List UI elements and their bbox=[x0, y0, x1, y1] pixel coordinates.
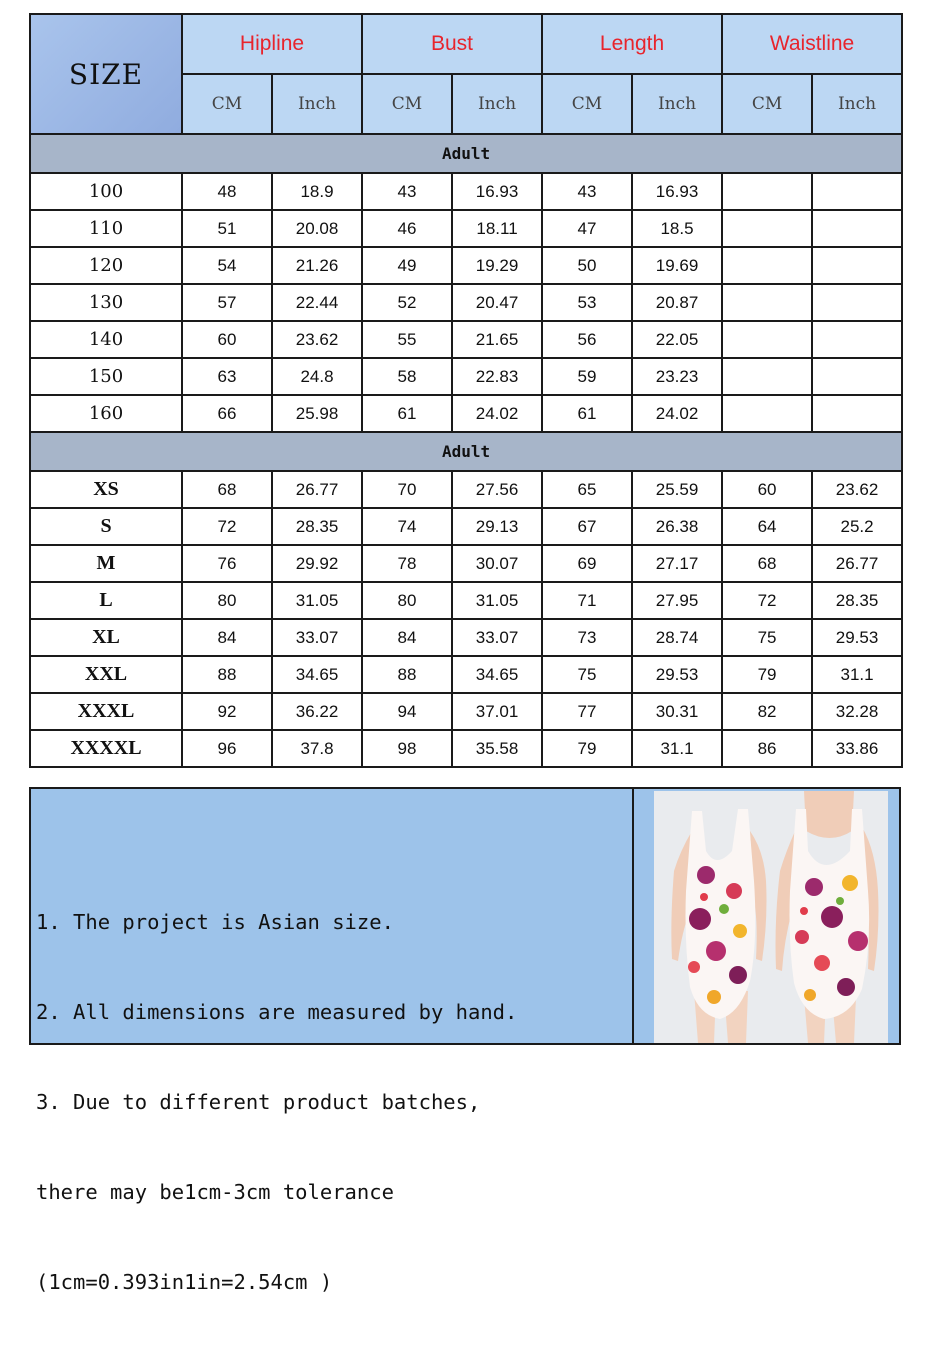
value-cell: 72 bbox=[182, 508, 272, 545]
value-cell: 80 bbox=[362, 582, 452, 619]
table-row bbox=[30, 321, 902, 358]
value-cell bbox=[722, 210, 812, 247]
value-cell: 29.92 bbox=[272, 545, 362, 582]
value-cell: 31.1 bbox=[812, 656, 902, 693]
value-cell: 98 bbox=[362, 730, 452, 767]
table-row bbox=[30, 656, 902, 693]
value-cell: 55 bbox=[362, 321, 452, 358]
value-cell: 23.23 bbox=[632, 358, 722, 395]
size-cell: XS bbox=[30, 471, 182, 508]
size-cell: XL bbox=[30, 619, 182, 656]
bust-header: Bust bbox=[362, 14, 542, 74]
value-cell: 59 bbox=[542, 358, 632, 395]
value-cell: 50 bbox=[542, 247, 632, 284]
value-cell: 30.07 bbox=[452, 545, 542, 582]
table-row bbox=[30, 471, 902, 508]
size-cell: 110 bbox=[30, 210, 182, 247]
value-cell bbox=[722, 358, 812, 395]
value-cell: 86 bbox=[722, 730, 812, 767]
value-cell: 51 bbox=[182, 210, 272, 247]
table-row bbox=[30, 210, 902, 247]
value-cell bbox=[812, 358, 902, 395]
value-cell: 25.98 bbox=[272, 395, 362, 432]
size-cell: S bbox=[30, 508, 182, 545]
table-row bbox=[30, 508, 902, 545]
product-photo-frame bbox=[632, 787, 901, 1045]
notes-text bbox=[36, 847, 517, 1357]
size-cell: 130 bbox=[30, 284, 182, 321]
value-cell: 57 bbox=[182, 284, 272, 321]
unit-header: Inch bbox=[452, 74, 542, 134]
value-cell: 28.35 bbox=[812, 582, 902, 619]
value-cell: 26.77 bbox=[272, 471, 362, 508]
size-cell: M bbox=[30, 545, 182, 582]
value-cell: 82 bbox=[722, 693, 812, 730]
value-cell: 18.5 bbox=[632, 210, 722, 247]
value-cell: 23.62 bbox=[812, 471, 902, 508]
note-line: there may be1cm-3cm tolerance bbox=[36, 1180, 394, 1204]
value-cell: 33.07 bbox=[272, 619, 362, 656]
unit-header: CM bbox=[182, 74, 272, 134]
hipline-header: Hipline bbox=[182, 14, 362, 74]
value-cell: 20.47 bbox=[452, 284, 542, 321]
value-cell: 26.77 bbox=[812, 545, 902, 582]
value-cell: 32.28 bbox=[812, 693, 902, 730]
value-cell: 18.9 bbox=[272, 173, 362, 210]
value-cell: 75 bbox=[722, 619, 812, 656]
section-row bbox=[30, 432, 902, 471]
table-row bbox=[30, 545, 902, 582]
value-cell: 79 bbox=[722, 656, 812, 693]
size-cell: XXXL bbox=[30, 693, 182, 730]
unit-header: CM bbox=[362, 74, 452, 134]
value-cell: 20.87 bbox=[632, 284, 722, 321]
table-row bbox=[30, 173, 902, 210]
value-cell: 28.74 bbox=[632, 619, 722, 656]
value-cell: 27.56 bbox=[452, 471, 542, 508]
size-cell: XXL bbox=[30, 656, 182, 693]
table-row bbox=[30, 582, 902, 619]
value-cell: 33.07 bbox=[452, 619, 542, 656]
value-cell: 65 bbox=[542, 471, 632, 508]
length-header: Length bbox=[542, 14, 722, 74]
value-cell: 92 bbox=[182, 693, 272, 730]
value-cell: 96 bbox=[182, 730, 272, 767]
value-cell: 22.83 bbox=[452, 358, 542, 395]
note-line: (1cm=0.393in1in=2.54cm ) bbox=[36, 1270, 333, 1294]
value-cell: 46 bbox=[362, 210, 452, 247]
section-label: Adult bbox=[30, 134, 902, 173]
size-cell: XXXXL bbox=[30, 730, 182, 767]
value-cell bbox=[812, 173, 902, 210]
value-cell: 27.17 bbox=[632, 545, 722, 582]
value-cell: 60 bbox=[182, 321, 272, 358]
size-cell: 150 bbox=[30, 358, 182, 395]
unit-header: Inch bbox=[632, 74, 722, 134]
value-cell bbox=[722, 247, 812, 284]
value-cell: 61 bbox=[542, 395, 632, 432]
value-cell: 94 bbox=[362, 693, 452, 730]
value-cell: 35.58 bbox=[452, 730, 542, 767]
table-row bbox=[30, 395, 902, 432]
value-cell: 24.8 bbox=[272, 358, 362, 395]
value-cell bbox=[722, 395, 812, 432]
value-cell: 24.02 bbox=[632, 395, 722, 432]
value-cell: 61 bbox=[362, 395, 452, 432]
value-cell: 80 bbox=[182, 582, 272, 619]
value-cell: 16.93 bbox=[452, 173, 542, 210]
value-cell: 88 bbox=[182, 656, 272, 693]
size-column-header: SIZE bbox=[30, 14, 182, 134]
unit-header: CM bbox=[722, 74, 812, 134]
value-cell: 76 bbox=[182, 545, 272, 582]
value-cell: 31.05 bbox=[272, 582, 362, 619]
value-cell: 27.95 bbox=[632, 582, 722, 619]
value-cell: 67 bbox=[542, 508, 632, 545]
unit-header: Inch bbox=[812, 74, 902, 134]
size-chart-table bbox=[29, 13, 903, 768]
value-cell: 68 bbox=[182, 471, 272, 508]
value-cell: 21.26 bbox=[272, 247, 362, 284]
value-cell: 28.35 bbox=[272, 508, 362, 545]
value-cell: 56 bbox=[542, 321, 632, 358]
value-cell: 43 bbox=[362, 173, 452, 210]
value-cell: 49 bbox=[362, 247, 452, 284]
swimsuit-illustration bbox=[654, 791, 888, 1043]
value-cell: 68 bbox=[722, 545, 812, 582]
value-cell: 75 bbox=[542, 656, 632, 693]
value-cell: 84 bbox=[182, 619, 272, 656]
value-cell: 79 bbox=[542, 730, 632, 767]
value-cell bbox=[812, 284, 902, 321]
table-row bbox=[30, 693, 902, 730]
value-cell: 70 bbox=[362, 471, 452, 508]
value-cell: 54 bbox=[182, 247, 272, 284]
value-cell: 64 bbox=[722, 508, 812, 545]
value-cell: 84 bbox=[362, 619, 452, 656]
value-cell bbox=[812, 321, 902, 358]
size-cell: L bbox=[30, 582, 182, 619]
value-cell: 23.62 bbox=[272, 321, 362, 358]
value-cell bbox=[722, 321, 812, 358]
value-cell: 34.65 bbox=[272, 656, 362, 693]
note-line: 2. All dimensions are measured by hand. bbox=[36, 1000, 518, 1024]
table-row bbox=[30, 284, 902, 321]
value-cell: 21.65 bbox=[452, 321, 542, 358]
notes-panel bbox=[29, 787, 632, 1294]
value-cell: 73 bbox=[542, 619, 632, 656]
value-cell: 78 bbox=[362, 545, 452, 582]
value-cell: 77 bbox=[542, 693, 632, 730]
value-cell: 74 bbox=[362, 508, 452, 545]
value-cell: 29.53 bbox=[812, 619, 902, 656]
value-cell: 72 bbox=[722, 582, 812, 619]
table-row bbox=[30, 247, 902, 284]
note-line: 1. The project is Asian size. bbox=[36, 910, 394, 934]
value-cell bbox=[812, 247, 902, 284]
value-cell: 36.22 bbox=[272, 693, 362, 730]
value-cell: 63 bbox=[182, 358, 272, 395]
value-cell: 30.31 bbox=[632, 693, 722, 730]
value-cell: 20.08 bbox=[272, 210, 362, 247]
value-cell bbox=[812, 395, 902, 432]
table-row bbox=[30, 358, 902, 395]
value-cell: 66 bbox=[182, 395, 272, 432]
value-cell: 88 bbox=[362, 656, 452, 693]
unit-header: CM bbox=[542, 74, 632, 134]
value-cell: 22.44 bbox=[272, 284, 362, 321]
value-cell: 25.59 bbox=[632, 471, 722, 508]
value-cell: 58 bbox=[362, 358, 452, 395]
value-cell: 25.2 bbox=[812, 508, 902, 545]
section-label: Adult bbox=[30, 432, 902, 471]
value-cell: 60 bbox=[722, 471, 812, 508]
table-row bbox=[30, 619, 902, 656]
value-cell: 37.01 bbox=[452, 693, 542, 730]
value-cell: 18.11 bbox=[452, 210, 542, 247]
size-cell: 120 bbox=[30, 247, 182, 284]
value-cell bbox=[722, 284, 812, 321]
size-cell: 140 bbox=[30, 321, 182, 358]
value-cell: 31.1 bbox=[632, 730, 722, 767]
table-row bbox=[30, 730, 902, 767]
size-cell: 100 bbox=[30, 173, 182, 210]
value-cell: 19.29 bbox=[452, 247, 542, 284]
value-cell: 52 bbox=[362, 284, 452, 321]
value-cell: 69 bbox=[542, 545, 632, 582]
value-cell: 34.65 bbox=[452, 656, 542, 693]
value-cell: 16.93 bbox=[632, 173, 722, 210]
value-cell: 71 bbox=[542, 582, 632, 619]
value-cell bbox=[722, 173, 812, 210]
product-photo bbox=[654, 791, 888, 1043]
value-cell: 26.38 bbox=[632, 508, 722, 545]
value-cell: 47 bbox=[542, 210, 632, 247]
value-cell: 37.8 bbox=[272, 730, 362, 767]
value-cell: 33.86 bbox=[812, 730, 902, 767]
section-row bbox=[30, 134, 902, 173]
value-cell: 19.69 bbox=[632, 247, 722, 284]
value-cell: 31.05 bbox=[452, 582, 542, 619]
value-cell: 53 bbox=[542, 284, 632, 321]
value-cell: 24.02 bbox=[452, 395, 542, 432]
waistline-header: Waistline bbox=[722, 14, 902, 74]
value-cell: 22.05 bbox=[632, 321, 722, 358]
value-cell: 43 bbox=[542, 173, 632, 210]
value-cell: 48 bbox=[182, 173, 272, 210]
value-cell: 29.13 bbox=[452, 508, 542, 545]
value-cell bbox=[812, 210, 902, 247]
value-cell: 29.53 bbox=[632, 656, 722, 693]
size-cell: 160 bbox=[30, 395, 182, 432]
unit-header: Inch bbox=[272, 74, 362, 134]
note-line: 3. Due to different product batches, bbox=[36, 1090, 481, 1114]
